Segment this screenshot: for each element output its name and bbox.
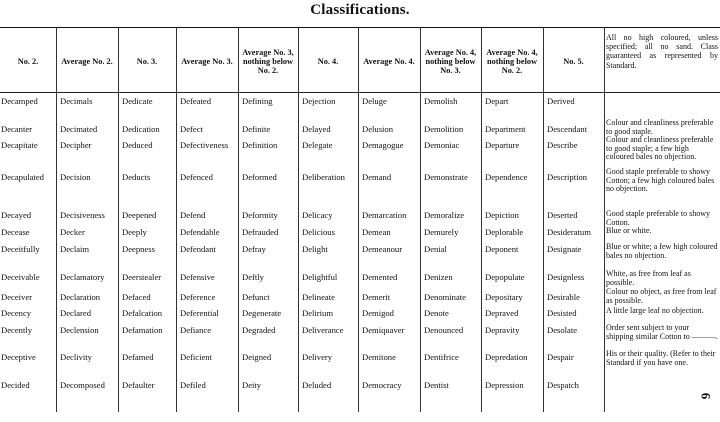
table-cell: Defectiveness (180, 140, 229, 150)
table-cell: Decency (1, 308, 32, 318)
table-cell: Deplorable (485, 227, 524, 237)
row-note: Order sent subject to your shipping similar Cotton to ———. (606, 324, 718, 341)
table-cell: Despatch (547, 380, 579, 390)
table-cell: Deceivable (1, 272, 40, 282)
table-cell: Definite (242, 124, 271, 134)
table-cell: Dependence (485, 172, 528, 182)
table-cell: Decisiveness (60, 210, 105, 220)
column-header: No. 5. (563, 56, 584, 66)
table-cell: Deceiver (1, 292, 33, 302)
table-cell: Decayed (1, 210, 32, 220)
column-header: Average No. 4, nothing below No. 2. (486, 47, 538, 75)
table-cell: Depart (485, 96, 509, 106)
table-cell: Demarcation (362, 210, 407, 220)
table-cell: Deferential (180, 308, 219, 318)
table-cell: Descendant (547, 124, 588, 134)
table-cell: Despair (547, 352, 574, 362)
table-cell: Demeanour (362, 244, 403, 254)
table-cell: Deliberation (302, 172, 345, 182)
table-cell: Depression (485, 380, 524, 390)
table-cell: Degenerate (242, 308, 282, 318)
table-cell: Declivity (60, 352, 92, 362)
column-header: No. 4. (317, 56, 339, 66)
table-cell: Delirium (302, 308, 334, 318)
table-cell: Deference (180, 292, 216, 302)
table-cell: Decimals (60, 96, 93, 106)
table-cell: Defaulter (122, 380, 155, 390)
table-cell: Degraded (242, 325, 276, 335)
table-cell: Depiction (485, 210, 519, 220)
table-cell: Deeply (122, 227, 147, 237)
table-cell: Describe (547, 140, 578, 150)
table-cell: Deluge (362, 96, 387, 106)
table-cell: Decimated (60, 124, 98, 134)
column-header: No. 3. (136, 56, 158, 66)
table-cell: Defiled (180, 380, 206, 390)
table-cell: Deepness (122, 244, 155, 254)
table-cell: Decided (1, 380, 30, 390)
table-cell: Decomposed (60, 380, 105, 390)
table-cell: Denial (424, 244, 447, 254)
row-note: Good staple preferable to showy Cotton. (606, 210, 710, 227)
table-cell: Defrauded (242, 227, 279, 237)
table-cell: Declaim (60, 244, 90, 254)
table-cell: Department (485, 124, 526, 134)
table-cell: Demolish (424, 96, 458, 106)
table-cell: Declared (60, 308, 92, 318)
table-cell: Departure (485, 140, 520, 150)
table-cell: Defect (180, 124, 203, 134)
table-cell: Decapitate (1, 140, 38, 150)
header-rule (0, 92, 720, 93)
table-cell: Demitone (362, 352, 396, 362)
table-cell: Defray (242, 244, 266, 254)
table-cell: Dedicate (122, 96, 153, 106)
table-cell: Demagogue (362, 140, 404, 150)
table-cell: Deity (242, 380, 262, 390)
table-cell: Decision (60, 172, 91, 182)
row-note: His or their quality. (Refer to their Standard if you have one. (606, 350, 716, 367)
table-cell: Delicacy (302, 210, 333, 220)
table-cell: Denounced (424, 325, 464, 335)
table-cell: Derived (547, 96, 575, 106)
table-cell: Depraved (485, 308, 519, 318)
table-cell: Delusion (362, 124, 394, 134)
table-cell: Demurely (424, 227, 459, 237)
page-number: 6 (698, 392, 714, 400)
table-cell: Declaration (60, 292, 101, 302)
column-header: Average No. 4. (363, 56, 415, 66)
table-cell: Deducts (122, 172, 151, 182)
table-cell: Defining (242, 96, 273, 106)
table-cell: Defenced (180, 172, 213, 182)
table-cell: Desideratum (547, 227, 591, 237)
table-cell: Dentifrice (424, 352, 459, 362)
column-header: No. 2. (17, 56, 39, 66)
table-cell: Demean (362, 227, 391, 237)
table-cell: Delightful (302, 272, 338, 282)
table-cell: Deigned (242, 352, 272, 362)
table-cell: Deceitfully (1, 244, 40, 254)
column-header: Average No. 3. (181, 56, 233, 66)
table-cell: Defaced (122, 292, 151, 302)
table-cell: Demigod (362, 308, 394, 318)
table-cell: Defamed (122, 352, 154, 362)
row-note: Colour no object, as free from leaf as possible. (606, 288, 717, 305)
table-cell: Defendant (180, 244, 216, 254)
row-note: Good staple preferable to showy Cotton; a few high coloured bales no objection. (606, 168, 715, 194)
table-cell: Defiance (180, 325, 212, 335)
table-cell: Demoniac (424, 140, 460, 150)
table-cell: Denominate (424, 292, 466, 302)
table-cell: Deliverance (302, 325, 344, 335)
table-cell: Demonstrate (424, 172, 468, 182)
table-cell: Desirable (547, 292, 580, 302)
table-cell: Declension (60, 325, 99, 335)
table-cell: Depredation (485, 352, 528, 362)
row-note: A little large leaf no objection. (606, 307, 704, 315)
table-cell: Delineate (302, 292, 335, 302)
table-cell: Defunct (242, 292, 270, 302)
notes-header: All no high coloured, unless specified; all no sand. Class guaranteed as represented by Standard. (606, 33, 718, 70)
table-cell: Decently (1, 325, 33, 335)
table-cell: Demented (362, 272, 398, 282)
table-cell: Demiquaver (362, 325, 405, 335)
table-cell: Denote (424, 308, 449, 318)
table-cell: Democracy (362, 380, 402, 390)
table-cell: Deerstealer (122, 272, 162, 282)
table-cell: Deftly (242, 272, 264, 282)
table-cell: Decapulated (1, 172, 44, 182)
table-cell: Depopulate (485, 272, 525, 282)
table-cell: Defend (180, 210, 206, 220)
table-cell: Delivery (302, 352, 333, 362)
table-cell: Delight (302, 244, 328, 254)
table-cell: Delegate (302, 140, 333, 150)
table-cell: Deformed (242, 172, 277, 182)
table-cell: Deepened (122, 210, 157, 220)
row-note: White, as free from leaf as possible. (606, 270, 691, 287)
column-header: Average No. 4, nothing below No. 3. (424, 47, 477, 75)
table-cell: Depravity (485, 325, 520, 335)
column-divider (604, 27, 605, 412)
table-cell: Deluded (302, 380, 332, 390)
table-cell: Demoralize (424, 210, 465, 220)
table-cell: Deformity (242, 210, 278, 220)
row-note: Blue or white; a few high coloured bales no objection. (606, 243, 718, 260)
column-header: Average No. 2. (61, 56, 113, 66)
table-cell: Dejection (302, 96, 336, 106)
table-cell: Dedication (122, 124, 160, 134)
top-rule (0, 27, 720, 28)
row-note: Colour and cleanliness preferable to good staple; a few high coloured bales no objection. (606, 136, 714, 162)
table-cell: Demolition (424, 124, 464, 134)
table-cell: Definition (242, 140, 278, 150)
table-cell: Declamatory (60, 272, 105, 282)
page-title: Classifications. (310, 2, 410, 18)
table-cell: Decanter (1, 124, 33, 134)
table-cell: Decamped (1, 96, 38, 106)
table-cell: Demerit (362, 292, 391, 302)
table-cell: Desisted (547, 308, 577, 318)
table-cell: Depositary (485, 292, 523, 302)
table-cell: Description (547, 172, 588, 182)
table-cell: Defeated (180, 96, 212, 106)
table-cell: Defendable (180, 227, 220, 237)
table-cell: Defensive (180, 272, 215, 282)
table-cell: Deponent (485, 244, 519, 254)
table-cell: Designless (547, 272, 585, 282)
table-cell: Designate (547, 244, 582, 254)
table-cell: Defamation (122, 325, 163, 335)
table-cell: Deficient (180, 352, 212, 362)
column-header: Average No. 3, nothing below No. 2. (242, 47, 294, 75)
table-cell: Decipher (60, 140, 92, 150)
row-note: Colour and cleanliness preferable to good staple. (606, 119, 714, 136)
table-cell: Decease (1, 227, 30, 237)
table-cell: Denizen (424, 272, 453, 282)
table-cell: Deserted (547, 210, 578, 220)
table-cell: Desolate (547, 325, 578, 335)
table-cell: Deduced (122, 140, 153, 150)
table-cell: Defalcation (122, 308, 163, 318)
row-note: Blue or white. (606, 227, 652, 235)
table-cell: Delayed (302, 124, 331, 134)
table-cell: Decker (60, 227, 85, 237)
table-cell: Delicious (302, 227, 335, 237)
table-cell: Deceptive (1, 352, 36, 362)
table-cell: Dentist (424, 380, 449, 390)
table-cell: Demand (362, 172, 392, 182)
